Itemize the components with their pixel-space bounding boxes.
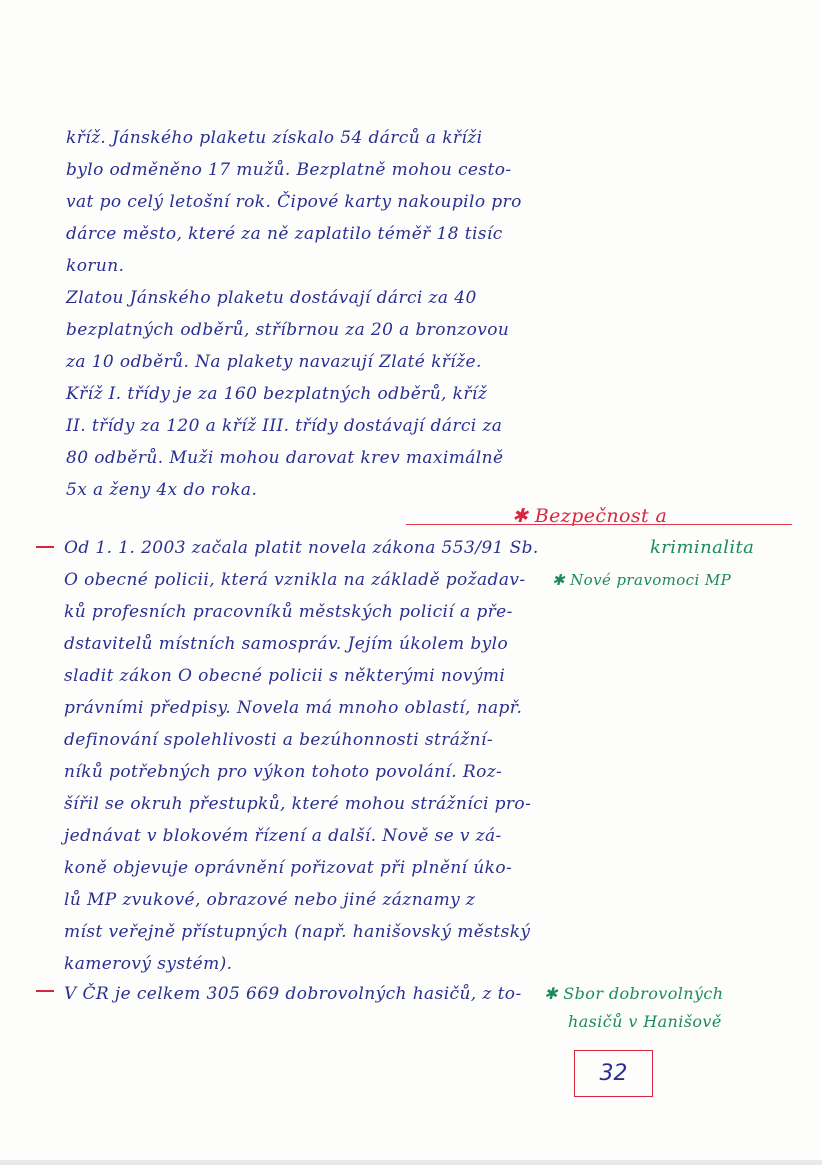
text-line: sladit zákon O obecné policii s některými novými	[64, 666, 506, 686]
text-line: Od 1. 1. 2003 začala platit novela zákona 553/91 Sb.	[64, 538, 539, 558]
text-line: jednávat v blokovém řízení a další. Nově se v zá-	[64, 826, 502, 846]
text-line: dstavitelů místních samospráv. Jejím úkolem bylo	[64, 634, 509, 654]
margin-note-hasici-line2: hasičů v Hanišově	[568, 1012, 722, 1031]
text-line: ků profesních pracovníků městských policií a pře-	[64, 602, 513, 622]
margin-note-mp: ✱ Nové pravomoci MP	[552, 571, 732, 589]
text-line: dárce město, které za ně zaplatilo téměř 18 tisíc	[66, 224, 503, 244]
text-line: V ČR je celkem 305 669 dobrovolných hasičů, z to-	[64, 984, 522, 1004]
text-line: O obecné policii, která vznikla na základě požadav-	[64, 570, 526, 590]
text-line: míst veřejně přístupných (např. hanišovský městský	[64, 922, 531, 942]
text-line: 80 odběrů. Muži mohou darovat krev maximálně	[66, 448, 504, 468]
text-line: Kříž I. třídy je za 160 bezplatných odběrů, kříž	[66, 384, 488, 404]
text-line: koně objevuje oprávnění pořizovat při plnění úko-	[64, 858, 513, 878]
page-number-box	[574, 1050, 653, 1097]
text-line: bylo odměněno 17 mužů. Bezplatně mohou cesto-	[66, 160, 512, 180]
text-line: vat po celý letošní rok. Čipové karty nakoupilo pro	[66, 192, 522, 212]
text-line: kamerový systém).	[64, 954, 233, 974]
text-line: bezplatných odběrů, stříbrnou za 20 a bronzovou	[66, 320, 510, 340]
text-line: lů MP zvukové, obrazové nebo jiné záznamy z	[64, 890, 476, 910]
scan-edge	[0, 1160, 822, 1165]
section-divider	[406, 524, 792, 525]
text-line: právními předpisy. Novela má mnoho oblastí, např.	[64, 698, 523, 718]
section-heading-line1: ✱ Bezpečnost a	[512, 505, 668, 527]
section-heading-line2: kriminalita	[650, 537, 755, 558]
text-line: za 10 odběrů. Na plakety navazují Zlaté kříže.	[66, 352, 482, 372]
text-line: definování spolehlivosti a bezúhonnosti strážní-	[64, 730, 493, 750]
margin-note-hasici-line1: ✱ Sbor dobrovolných	[544, 984, 724, 1003]
text-line: 5x a ženy 4x do roka.	[66, 480, 258, 500]
text-line: kříž. Jánského plaketu získalo 54 dárců a kříži	[66, 128, 483, 148]
paragraph-dash	[36, 546, 54, 548]
text-line: II. třídy za 120 a kříž III. třídy dostávají dárci za	[66, 416, 503, 436]
text-line: šířil se okruh přestupků, které mohou strážníci pro-	[64, 794, 532, 814]
paragraph-dash	[36, 990, 54, 992]
page-number: 32	[599, 1061, 628, 1086]
text-line: Zlatou Jánského plaketu dostávají dárci za 40	[66, 288, 477, 308]
text-line: níků potřebných pro výkon tohoto povolání. Roz-	[64, 762, 503, 782]
text-line: korun.	[66, 256, 125, 276]
